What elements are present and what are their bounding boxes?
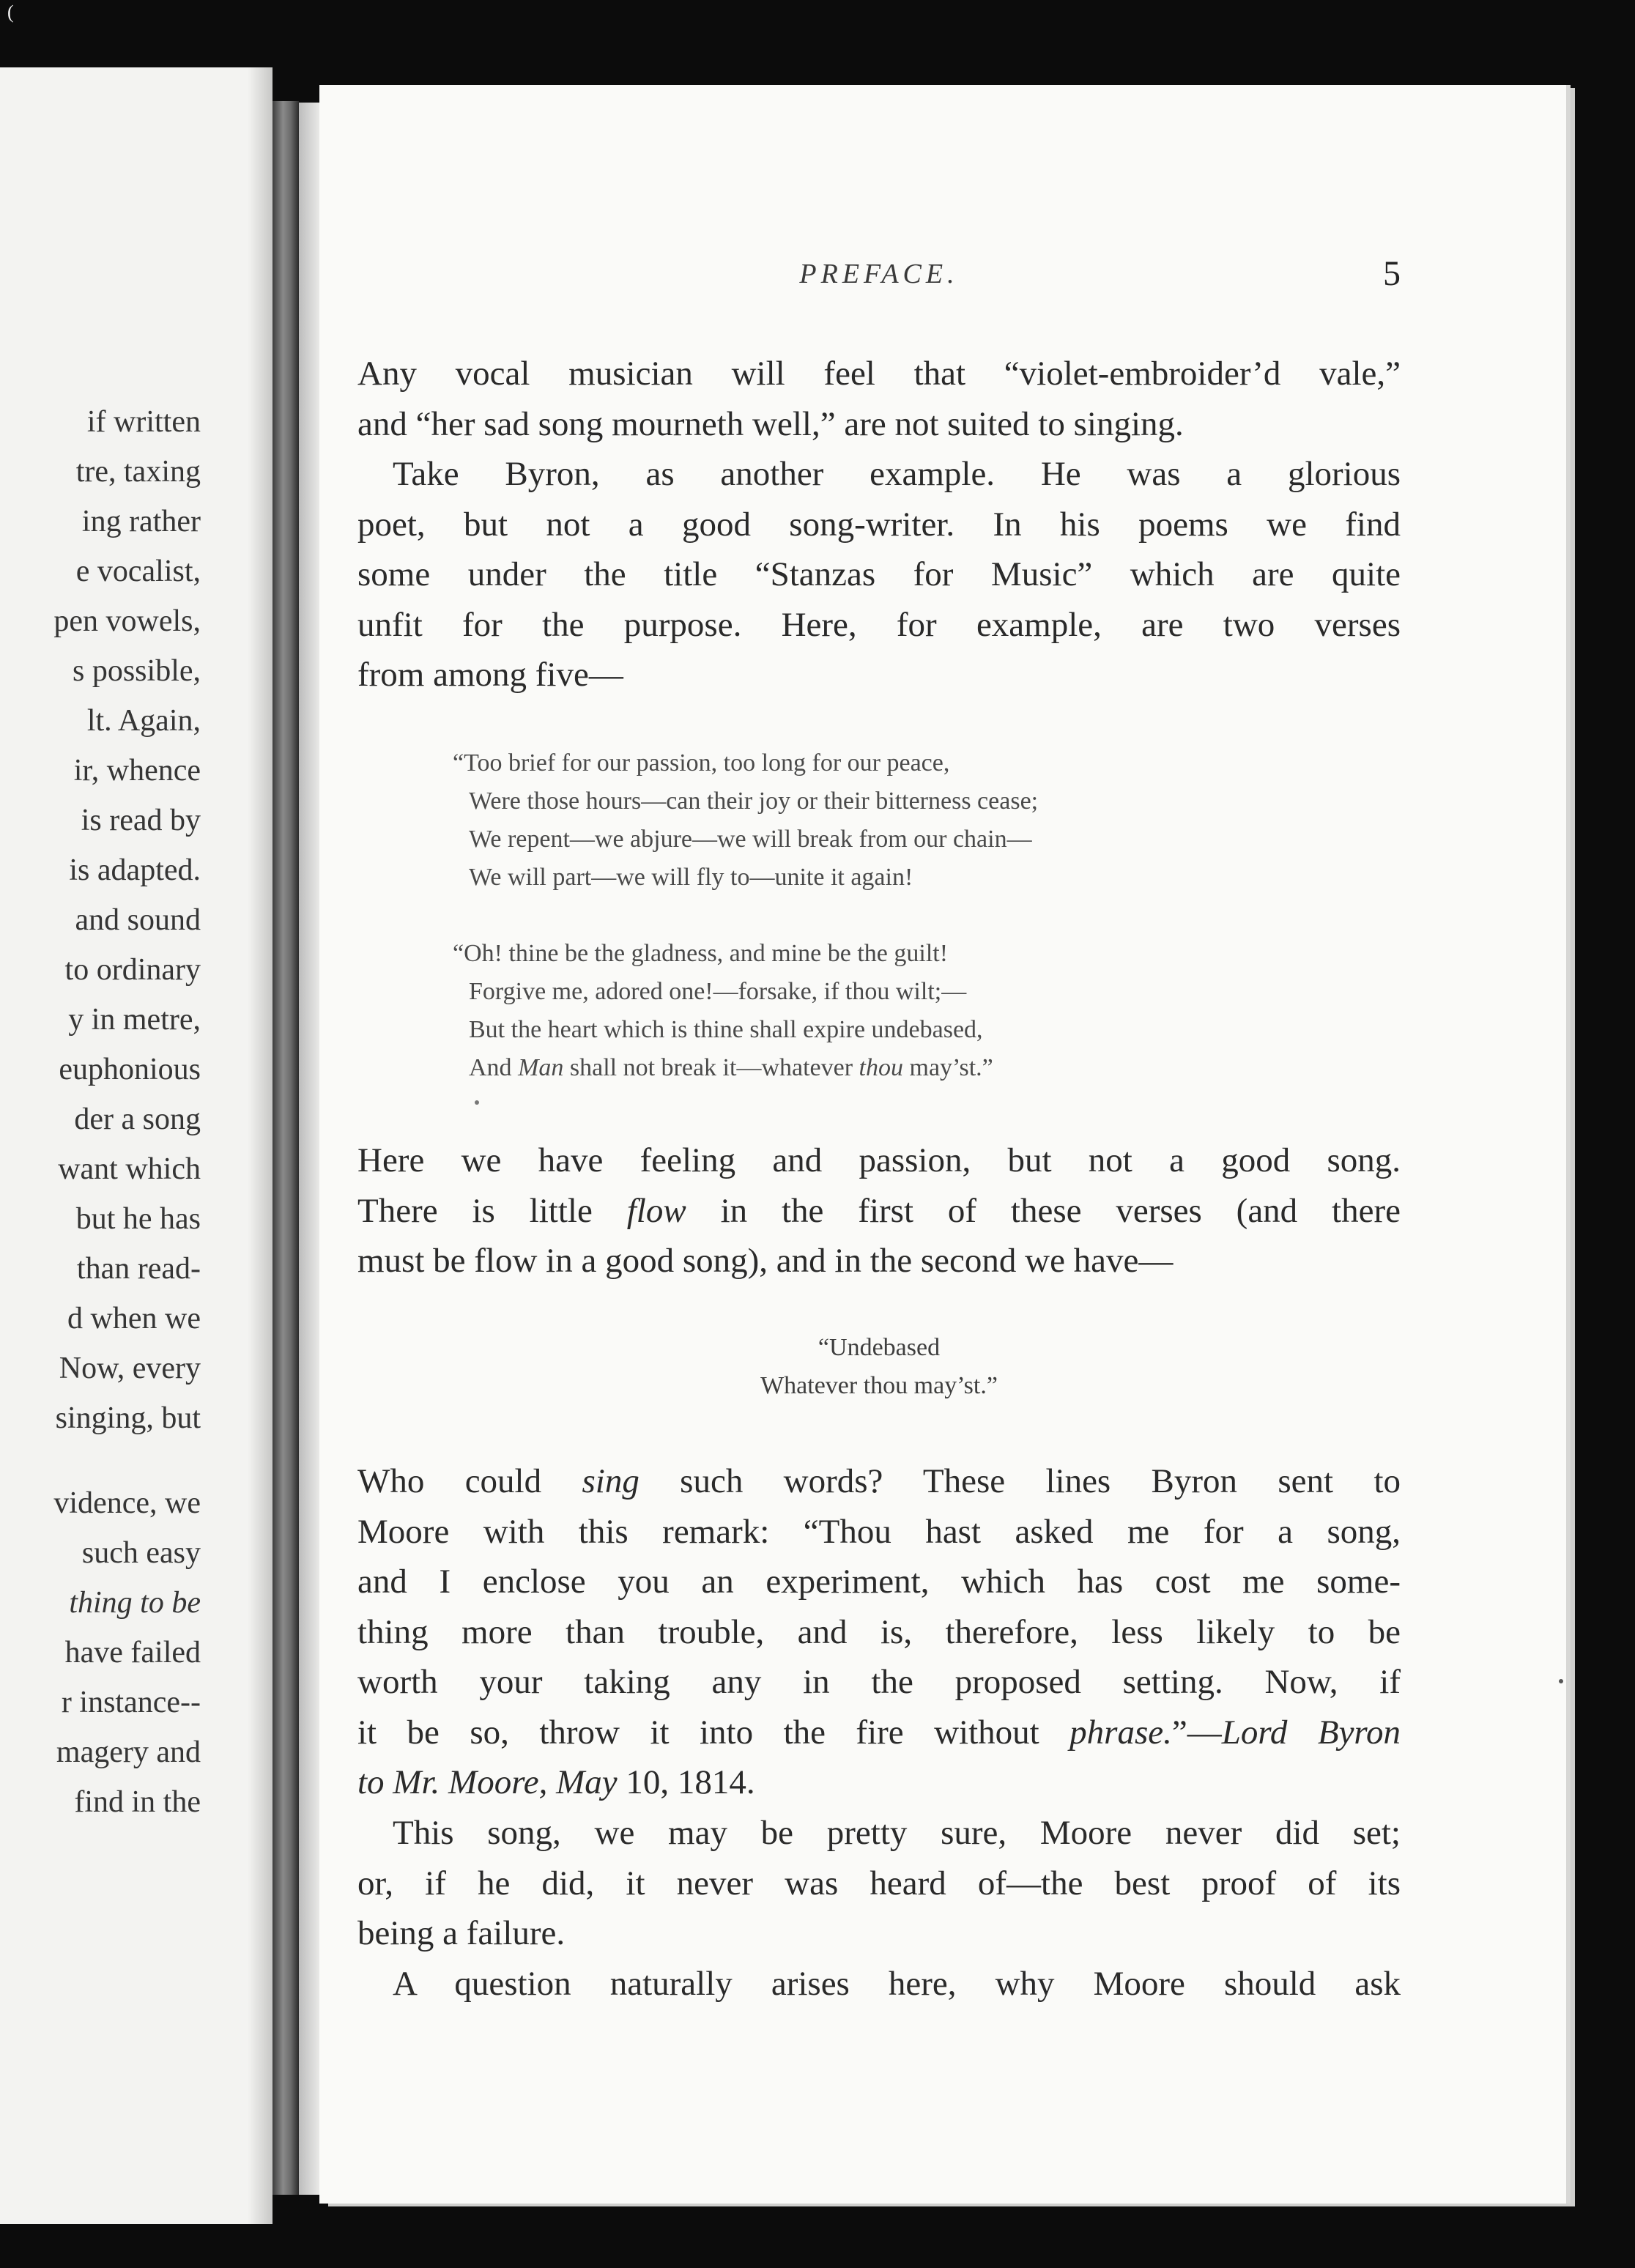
verse-line: But the heart which is thine shall expire undebased, (469, 1016, 983, 1043)
left-line: lt. Again, (86, 704, 201, 738)
paragraph-gap (0, 1443, 201, 1478)
gutter-shadow (248, 67, 272, 2224)
left-line: Now, every (59, 1352, 201, 1385)
page-edge (299, 103, 321, 2195)
running-title: PREFACE. (799, 259, 959, 289)
left-line: vidence, we (53, 1486, 201, 1520)
print-speck (1559, 1679, 1563, 1683)
paragraph-4 (357, 1456, 1401, 1808)
verse-text: may’st.” (903, 1054, 993, 1081)
left-line: e vocalist, (75, 555, 201, 588)
text-line: thing more than trouble, and is, therefore, less likely to be (357, 1612, 1401, 1651)
text-run: in the first of these verses (and there (686, 1191, 1401, 1230)
left-line: s possible, (72, 654, 201, 688)
paragraph-5 (357, 1808, 1401, 1959)
left-page-text (0, 397, 201, 1827)
left-line: der a song (74, 1102, 201, 1136)
left-line: have failed (64, 1636, 201, 1670)
right-page (319, 85, 1566, 2204)
left-line: find in the (74, 1785, 201, 1819)
text-line (357, 1456, 1401, 1507)
text-line: being a failure. (357, 1914, 566, 1952)
verse-line: “Too brief for our passion, too long for our peace, (453, 749, 950, 777)
text-line: Any vocal musician will feel that “violet-embroider’d vale,” (357, 355, 1401, 393)
verse-line: Forgive me, adored one!—forsake, if thou wilt;— (469, 978, 967, 1005)
paragraph-3 (357, 1135, 1401, 1286)
left-line: magery and (56, 1735, 201, 1769)
verse-line: Were those hours—can their joy or their bitterness cease; (469, 788, 1039, 815)
left-line: y in metre, (68, 1003, 201, 1037)
text-run: it be so, throw it into the fire without (357, 1713, 1070, 1752)
page-number: 5 (1383, 254, 1401, 293)
left-line: euphonious (59, 1053, 201, 1086)
verse-line: “Oh! thine be the gladness, and mine be the guilt! (453, 940, 949, 967)
italic-run: to Mr. Moore, May (357, 1763, 618, 1801)
verse-stanza-1 (453, 744, 1258, 897)
text-line (357, 1757, 1401, 1808)
verse-stanza-2 (453, 935, 1258, 1087)
verse-text: shall not break it—whatever (563, 1054, 859, 1081)
left-line: d when we (67, 1302, 201, 1335)
verse-text: And (469, 1054, 519, 1081)
left-line-text: than read- (76, 1252, 201, 1286)
text-run: There is little (357, 1191, 627, 1230)
text-line: poet, but not a good song-writer. In his poems we find (357, 505, 1401, 544)
text-line (357, 1186, 1401, 1237)
italic-run: Lord Byron (1221, 1713, 1401, 1752)
paragraph-1 (357, 349, 1401, 449)
left-line: thing to be (69, 1586, 201, 1620)
left-line: such easy (81, 1536, 201, 1570)
text-line (357, 1708, 1401, 1758)
text-line: unfit for the purpose. Here, for example, are two verses (357, 605, 1401, 644)
left-line: ir, whence (73, 754, 201, 788)
text-run: such words? These lines Byron sent to (639, 1462, 1401, 1500)
scan-corner-mark: ( (7, 1, 14, 23)
verse-italic: Man (518, 1054, 564, 1081)
text-run: ”— (1171, 1713, 1222, 1752)
text-line: and I enclose you an experiment, which has cost me some- (357, 1563, 1401, 1601)
left-line: but he has (75, 1202, 201, 1236)
verse-line: We repent—we abjure—we will break from our chain— (469, 826, 1032, 853)
text-line: worth your taking any in the proposed setting. Now, if (357, 1663, 1401, 1701)
left-line: tre, taxing (75, 455, 201, 489)
print-speck (475, 1100, 479, 1105)
text-run: 10, 1814. (617, 1763, 755, 1801)
left-line: pen vowels, (53, 604, 201, 638)
book-spine (272, 101, 299, 2195)
left-line: and sound (75, 903, 201, 937)
text-line: and “her sad song mourneth well,” are not suited to singing. (357, 404, 1184, 443)
left-line: is adapted. (69, 853, 201, 887)
text-line: This song, we may be pretty sure, Moore never did set; (393, 1814, 1401, 1852)
text-line: A question naturally arises here, why Moore should ask (393, 1965, 1401, 2003)
italic-run: flow (626, 1191, 686, 1230)
running-head (357, 254, 1401, 302)
verse-italic: thou (859, 1054, 903, 1081)
quote-line: “Undebased (818, 1334, 941, 1361)
text-line: must be flow in a good song), and in the second we have— (357, 1242, 1174, 1280)
text-line: Take Byron, as another example. He was a glorious (393, 455, 1401, 493)
verse-line (453, 1049, 1258, 1087)
left-line: is read by (81, 804, 201, 837)
left-line (0, 1244, 201, 1294)
italic-run: phrase. (1069, 1713, 1172, 1752)
verse-line: We will part—we will fly to—unite it again! (469, 864, 913, 891)
left-facing-page (0, 67, 272, 2224)
centered-quote (357, 1329, 1401, 1405)
quote-line: Whatever thou may’st.” (760, 1372, 998, 1399)
left-line: r instance-- (61, 1686, 201, 1719)
left-line: singing, but (55, 1401, 201, 1435)
left-line: to ordinary (64, 953, 201, 987)
paragraph-2 (357, 449, 1401, 700)
text-line: from among five— (357, 656, 623, 694)
left-line: ing rather (81, 505, 201, 538)
text-line: Here we have feeling and passion, but not a good song. (357, 1141, 1401, 1179)
left-line: if written (86, 405, 201, 439)
text-line: some under the title “Stanzas for Music” which are quite (357, 555, 1401, 593)
text-line: Moore with this remark: “Thou hast asked me for a song, (357, 1512, 1401, 1551)
text-run: Who could (357, 1462, 582, 1500)
italic-run: sing (582, 1462, 639, 1500)
paragraph-6 (357, 1959, 1401, 2009)
left-line: want which (58, 1152, 201, 1186)
text-line: or, if he did, it never was heard of—the best proof of its (357, 1864, 1401, 1902)
